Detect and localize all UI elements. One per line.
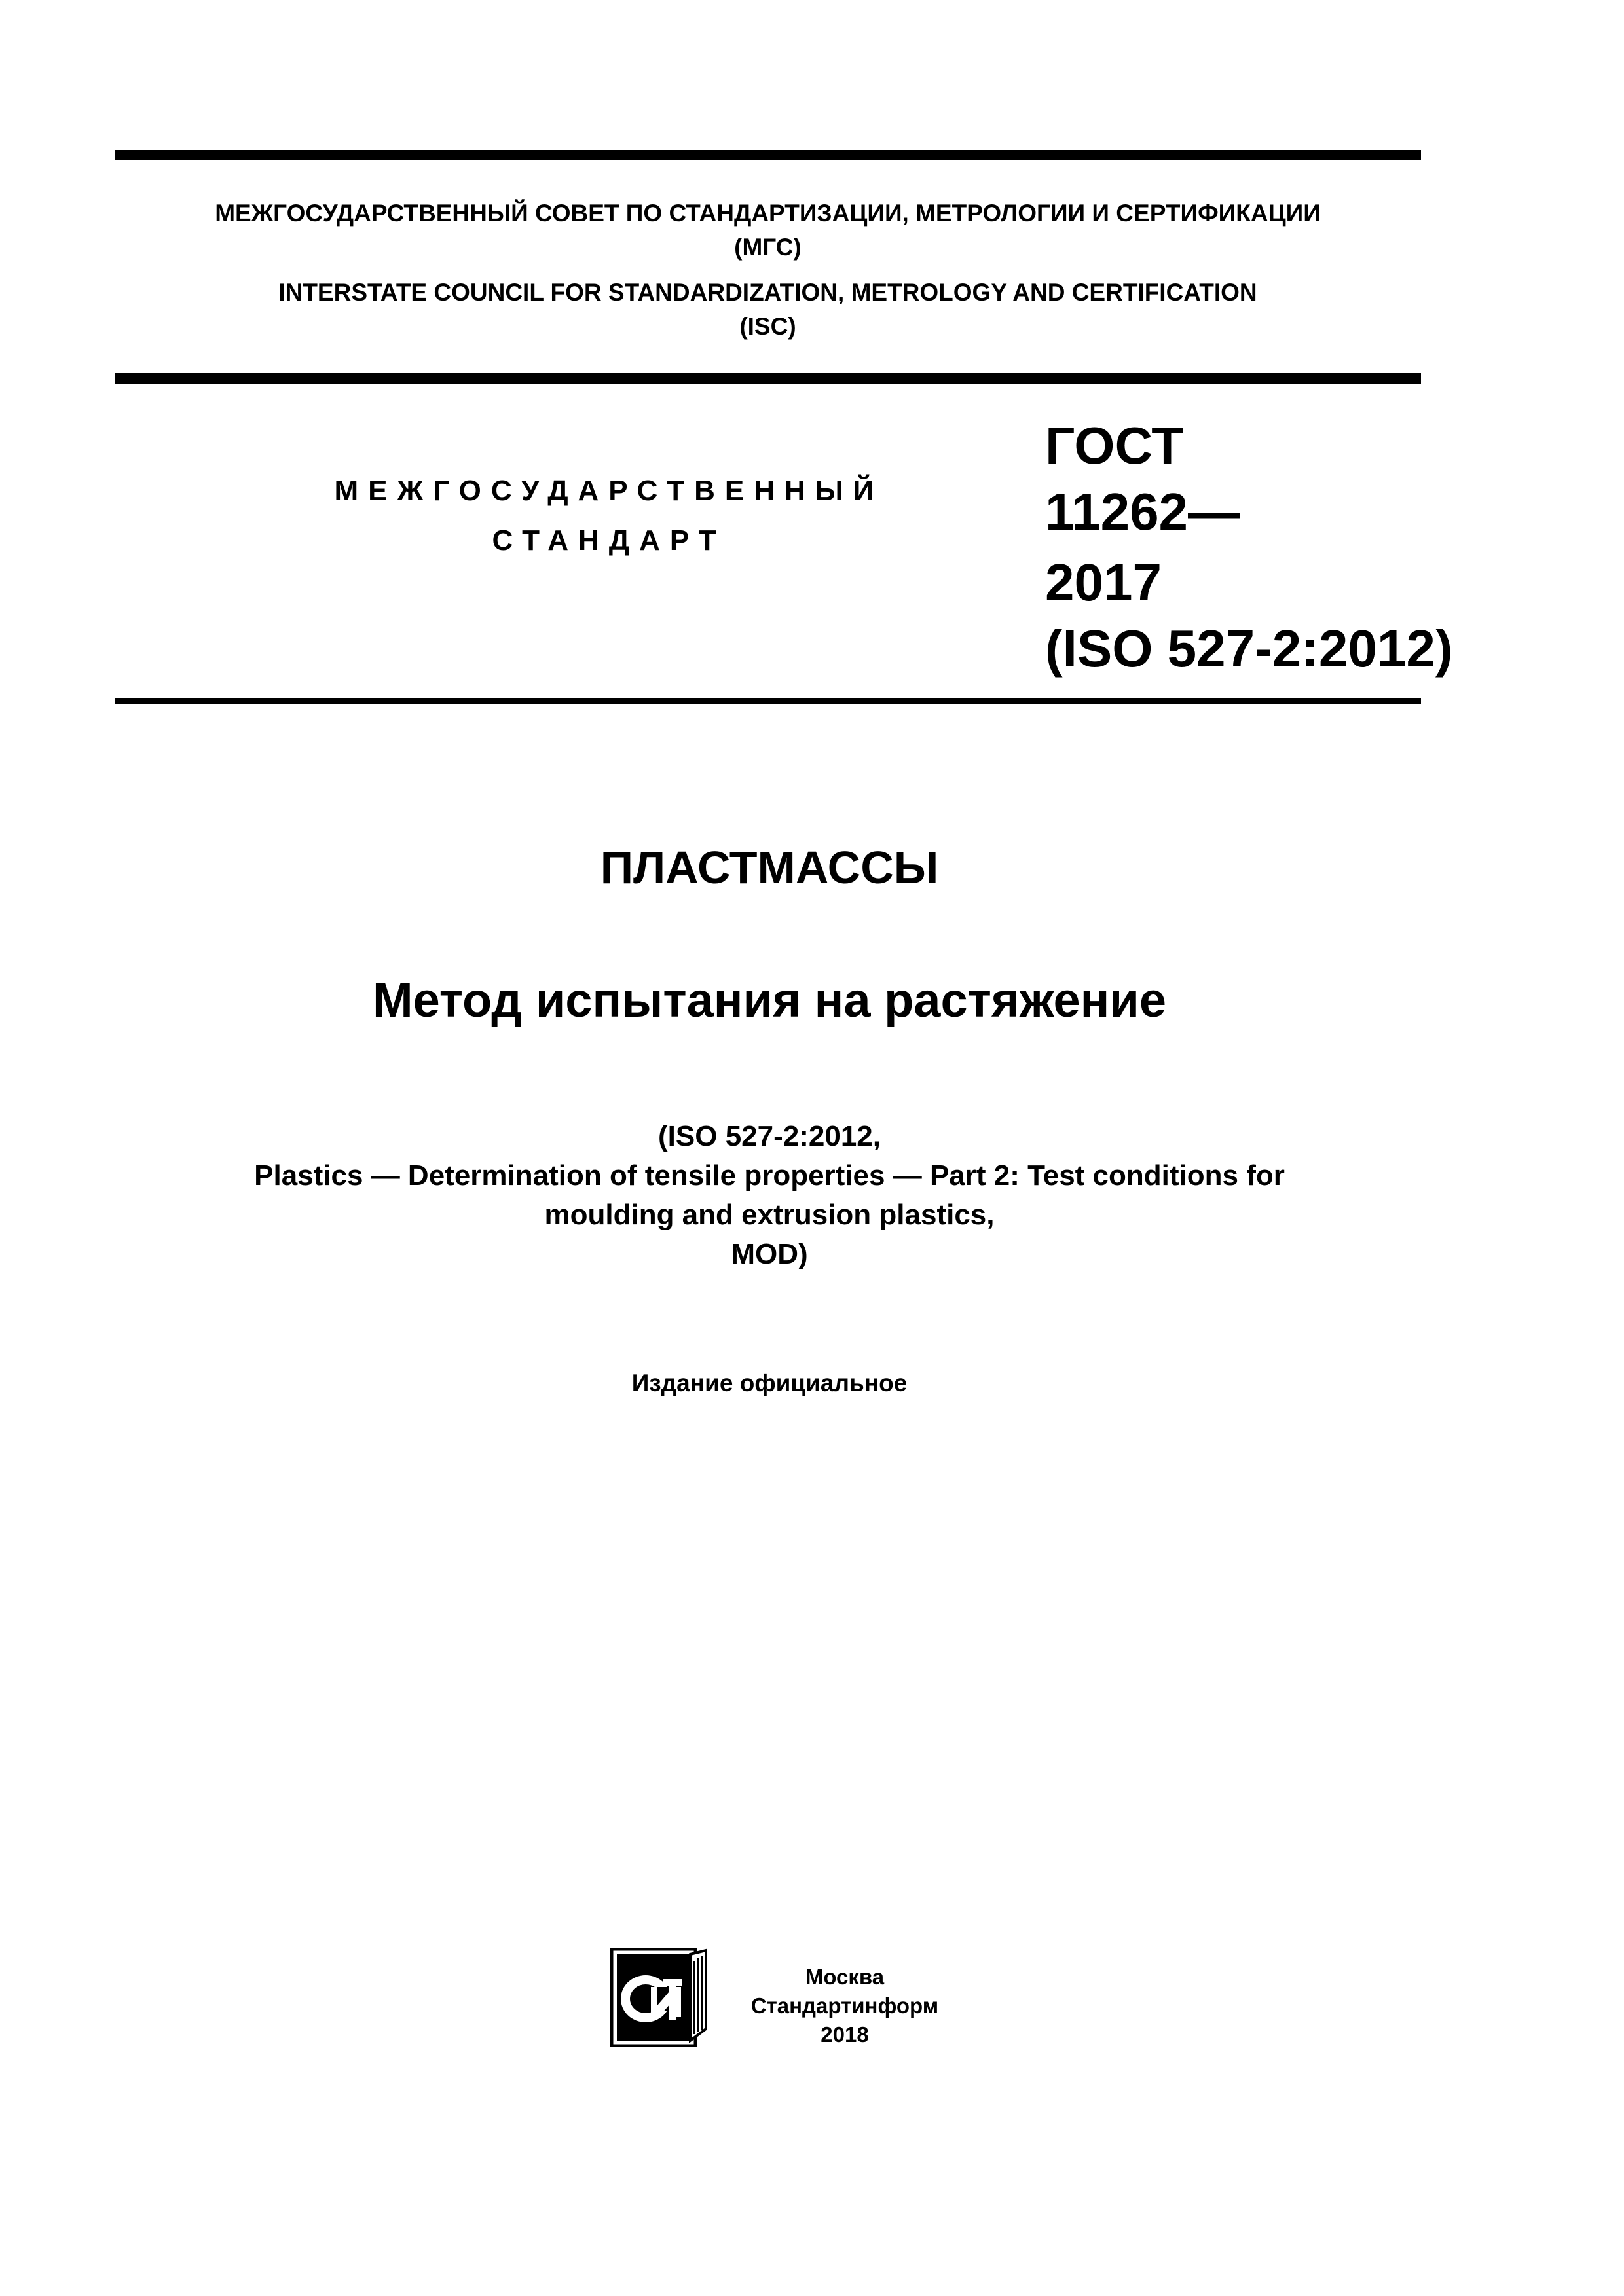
council-name-ru: МЕЖГОСУДАРСТВЕННЫЙ СОВЕТ ПО СТАНДАРТИЗАЦИИ, МЕТРОЛОГИИ И СЕРТИФИКАЦИИ (215, 200, 1321, 227)
document-subtitle: Метод испытания на растяжение (372, 973, 1167, 1027)
designation-line-1: ГОСТ (1045, 416, 1184, 475)
logo-graphic (610, 1948, 709, 2047)
edition-note: Издание официальное (631, 1370, 908, 1396)
standard-type-line-1: МЕЖГОСУДАРСТВЕННЫЙ (334, 475, 884, 507)
imprint-year: 2018 (821, 2022, 869, 2047)
document-title: ПЛАСТМАССЫ (600, 842, 939, 893)
iso-reference-line-1: (ISO 527-2:2012, (658, 1120, 881, 1152)
designation-line-4: (ISO 527-2:2012) (1045, 619, 1453, 678)
iso-reference-line-2: Plastics — Determination of tensile properties — Part 2: Test conditions for (254, 1159, 1285, 1192)
iso-reference-line-3: moulding and extrusion plastics, (544, 1199, 995, 1231)
imprint-city: Москва (805, 1965, 885, 1989)
standartinform-logo-icon (610, 1948, 709, 2047)
designation-line-2: 11262— (1045, 483, 1241, 541)
designation-line-3: 2017 (1045, 553, 1162, 611)
council-abbr-ru: (МГС) (734, 234, 802, 261)
imprint-publisher: Стандартинформ (750, 1994, 939, 2018)
standard-type-line-2: СТАНДАРТ (492, 524, 726, 556)
iso-reference-line-4: MOD) (731, 1238, 808, 1270)
bottom-rule (115, 698, 1421, 704)
middle-rule (115, 373, 1421, 384)
council-name-en: INTERSTATE COUNCIL FOR STANDARDIZATION, METROLOGY AND CERTIFICATION (278, 279, 1257, 306)
council-abbr-en: (ISC) (739, 313, 796, 340)
top-rule (115, 150, 1421, 160)
